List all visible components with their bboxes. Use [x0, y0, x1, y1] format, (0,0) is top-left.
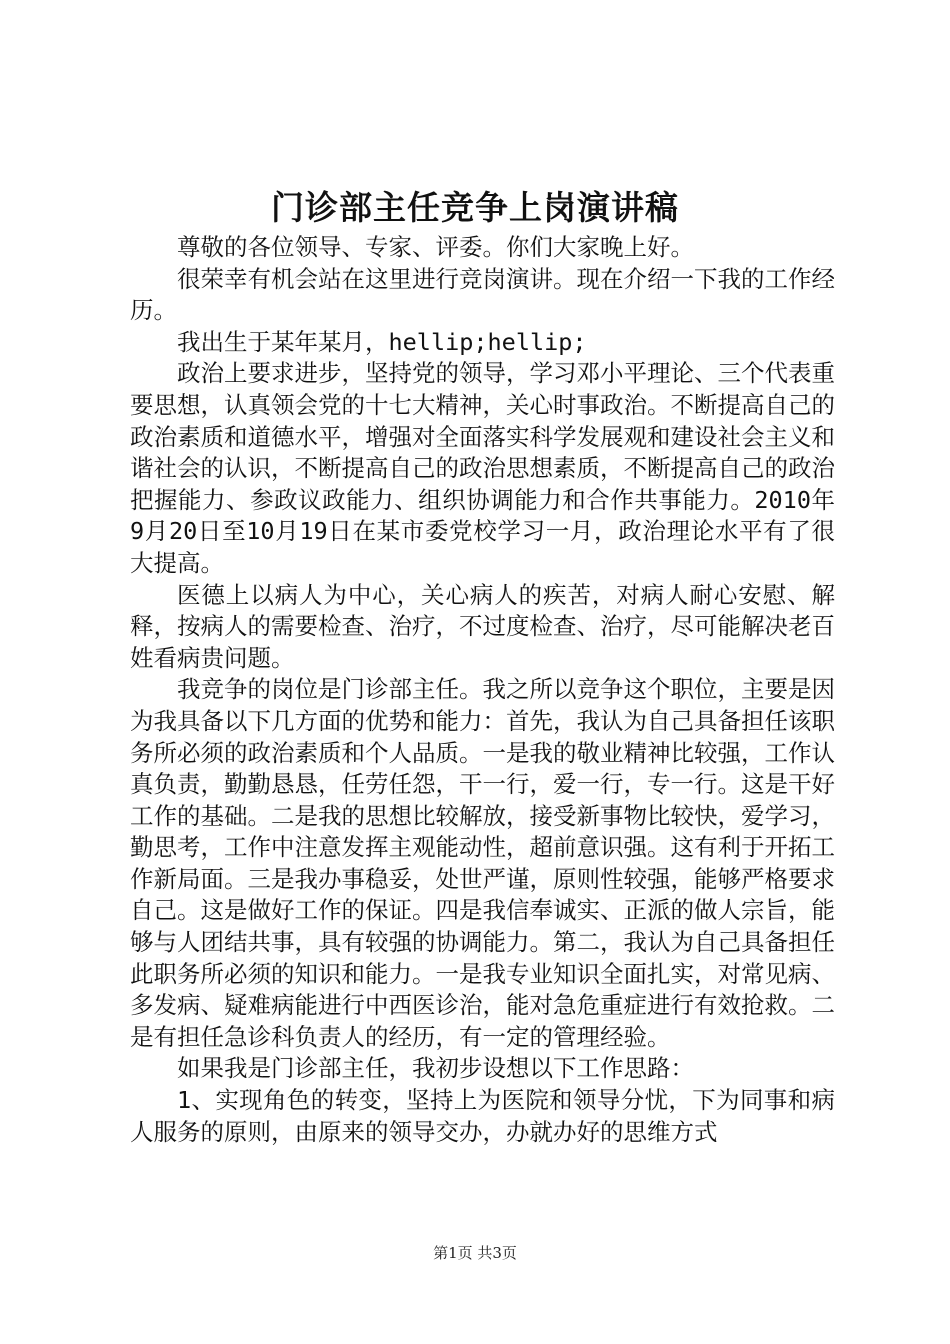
- page-footer: 第1页 共3页: [433, 1244, 517, 1262]
- paragraph-politics: 政治上要求进步，坚持党的领导，学习邓小平理论、三个代表重要思想，认真领会党的十七大精神，关心时事政治。不断提高自己的政治素质和道德水平，增强对全面落实科学发展观和建设社会主义和谐社会的认识，不断提高自己的政治思想素质，不断提高自己的政治把握能力、参政议政能力、组织协调能力和合作共事能力。2010年9月20日至10月19日在某市委党校学习一月，政治理论水平有了很大提高。: [130, 359, 835, 577]
- paragraph-medical-ethics: 医德上以病人为中心，关心病人的疾苦，对病人耐心安慰、解释，按病人的需要检查、治疗，不过度检查、治疗，尽可能解决老百姓看病贵问题。: [130, 580, 835, 672]
- paragraph-position: 我竞争的岗位是门诊部主任。我之所以竞争这个职位，主要是因为我具备以下几方面的优势和能力：首先，我认为自己具备担任该职务所必须的政治素质和个人品质。一是我的敬业精神比较强，工作认真负责，勤勤恳恳，任劳任怨，干一行，爱一行，专一行。这是干好工作的基础。二是我的思想比较解放，接受新事物比较快，爱学习，勤思考，工作中注意发挥主观能动性，超前意识强。这有利于开拓工作新局面。三是我办事稳妥，处世严谨，原则性较强，能够严格要求自己。这是做好工作的保证。四是我信奉诚实、正派的做人宗旨，能够与人团结共事，具有较强的协调能力。第二，我认为自己具备担任此职务所必须的知识和能力。一是我专业知识全面扎实，对常见病、多发病、疑难病能进行中西医诊治，能对急危重症进行有效抢救。二是有担任急诊科负责人的经历，有一定的管理经验。: [130, 675, 835, 1051]
- paragraph-intro: 很荣幸有机会站在这里进行竞岗演讲。现在介绍一下我的工作经历。: [130, 264, 835, 325]
- paragraph-birth: 我出生于某年某月，hellip;hellip;: [177, 327, 587, 356]
- document-title: 门诊部主任竞争上岗演讲稿: [271, 188, 679, 227]
- paragraph-plan-item-1: 1、实现角色的转变，坚持上为医院和领导分忧，下为同事和病人服务的原则，由原来的领导交办，办就办好的思维方式: [130, 1086, 835, 1146]
- paragraph-greeting: 尊敬的各位领导、专家、评委。你们大家晚上好。: [177, 233, 694, 261]
- document-body: [130, 232, 835, 1148]
- paragraph-plan-intro: 如果我是门诊部主任，我初步设想以下工作思路：: [177, 1054, 694, 1083]
